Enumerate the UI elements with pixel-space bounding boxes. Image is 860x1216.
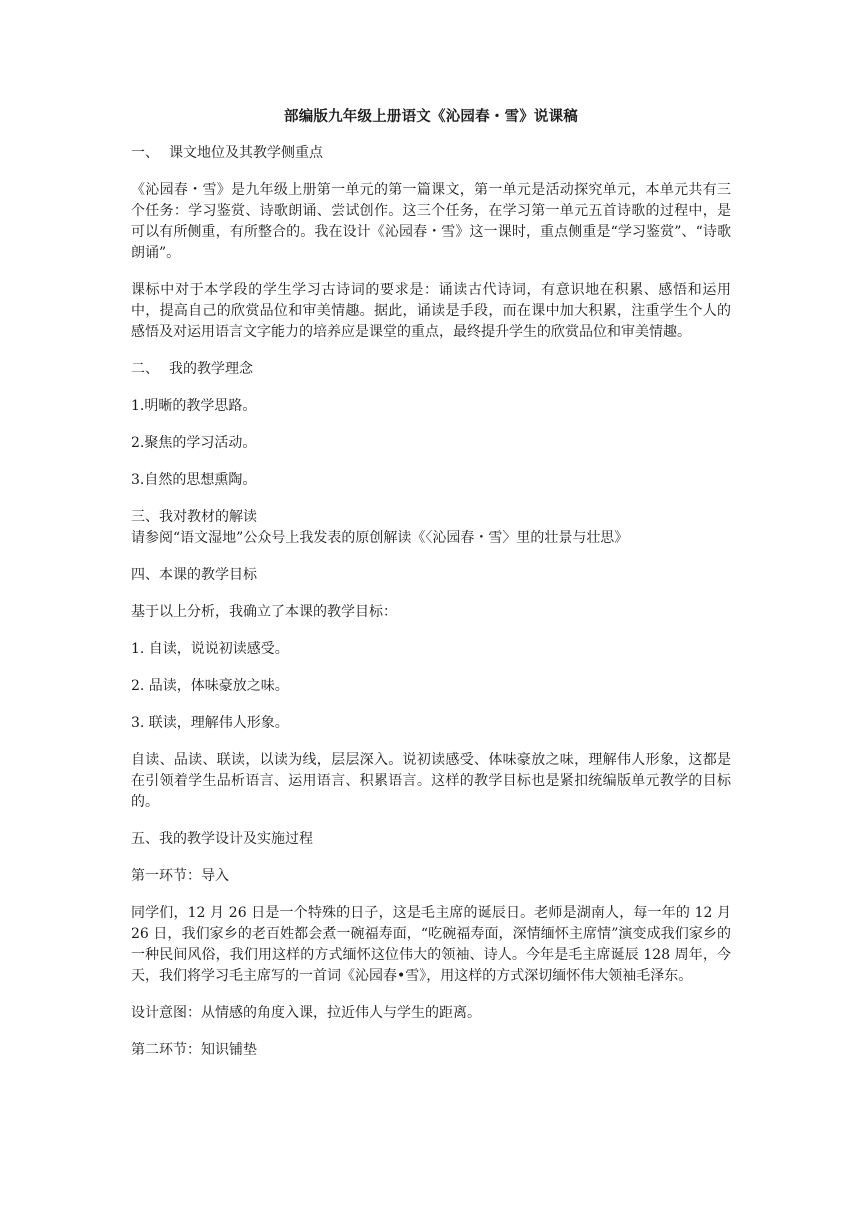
paragraph-design-intent: 设计意图：从情感的角度入课，拉近伟人与学生的距离。 [131, 1005, 481, 1021]
teaching-goal-3: 3. 联读，理解伟人形象。 [131, 715, 289, 731]
section-title: 课文地位及其教学侧重点 [169, 145, 323, 161]
teaching-idea-2: 2.聚焦的学习活动。 [131, 435, 257, 451]
paragraph-material-reading: 请参阅“语文湿地”公众号上我发表的原创解读《〈沁园春・雪〉里的壮景与壮思》 [131, 530, 629, 546]
section-title: 我的教学理念 [169, 361, 253, 377]
paragraph-goals-intro: 基于以上分析，我确立了本课的教学目标： [131, 604, 397, 620]
document-title: 部编版九年级上册语文《沁园春・雪》说课稿 [284, 108, 578, 125]
paragraph-course-position: 《沁园春・雪》是九年级上册第一单元的第一篇课文，第一单元是活动探究单元，本单元共有三个任务：学习鉴赏、诗歌朗诵、尝试创作。这三个任务，在学习第一单元五首诗歌的过程中，是可以有所侧重，有所整合的。我在设计《沁园春・雪》这一课时，重点侧重是“学习鉴赏”、“诗歌朗诵”。 [131, 182, 731, 261]
step-2-heading: 第二环节：知识铺垫 [131, 1042, 257, 1058]
teaching-idea-3: 3.自然的思想熏陶。 [131, 472, 257, 488]
section-number: 二、 [131, 361, 159, 377]
section-heading-4: 四、本课的教学目标 [131, 567, 257, 583]
paragraph-goals-summary: 自读、品读、联读，以读为线，层层深入。说初读感受、体味豪放之味，理解伟人形象，这都是在引领着学生品析语言、运用语言、积累语言。这样的教学目标也是紧扣统编版单元教学的目标的。 [131, 752, 731, 810]
teaching-goal-1: 1. 自读，说说初读感受。 [131, 641, 289, 657]
paragraph-curriculum-standard: 课标中对于本学段的学生学习古诗词的要求是：诵读古代诗词，有意识地在积累、感悟和运用中，提高自己的欣赏品位和审美情趣。据此，诵读是手段，而在课中加大积累，注重学生个人的感悟及对运用语言文字能力的培养应是课堂的重点，最终提升学生的欣赏品位和审美情趣。 [131, 282, 731, 340]
section-number: 一、 [131, 145, 159, 161]
document-page [131, 106, 731, 1077]
teaching-goal-2: 2. 品读，体味豪放之味。 [131, 678, 289, 694]
section-heading-2 [131, 359, 731, 380]
section-heading-3: 三、我对教材的解读 [131, 509, 257, 525]
teaching-idea-1: 1.明晰的教学思路。 [131, 398, 257, 414]
paragraph-introduction: 同学们，12 月 26 日是一个特殊的日子，这是毛主席的诞辰日。老师是湖南人，每一年的 12 月 26 日，我们家乡的老百姓都会煮一碗福寿面，“吃碗福寿面，深情缅怀主席情”演变成我们家乡的一种民间风俗，我们用这样的方式缅怀这位伟大的领袖、诗人。今年是毛主席诞辰 128 周年，今天，我们将学习毛主席写的一首词《沁园春•雪》，用这样的方式深切缅怀伟大领袖毛泽东。 [131, 905, 731, 984]
step-1-heading: 第一环节：导入 [131, 868, 229, 884]
section-heading-5: 五、我的教学设计及实施过程 [131, 831, 313, 847]
section-heading-1 [131, 143, 731, 164]
